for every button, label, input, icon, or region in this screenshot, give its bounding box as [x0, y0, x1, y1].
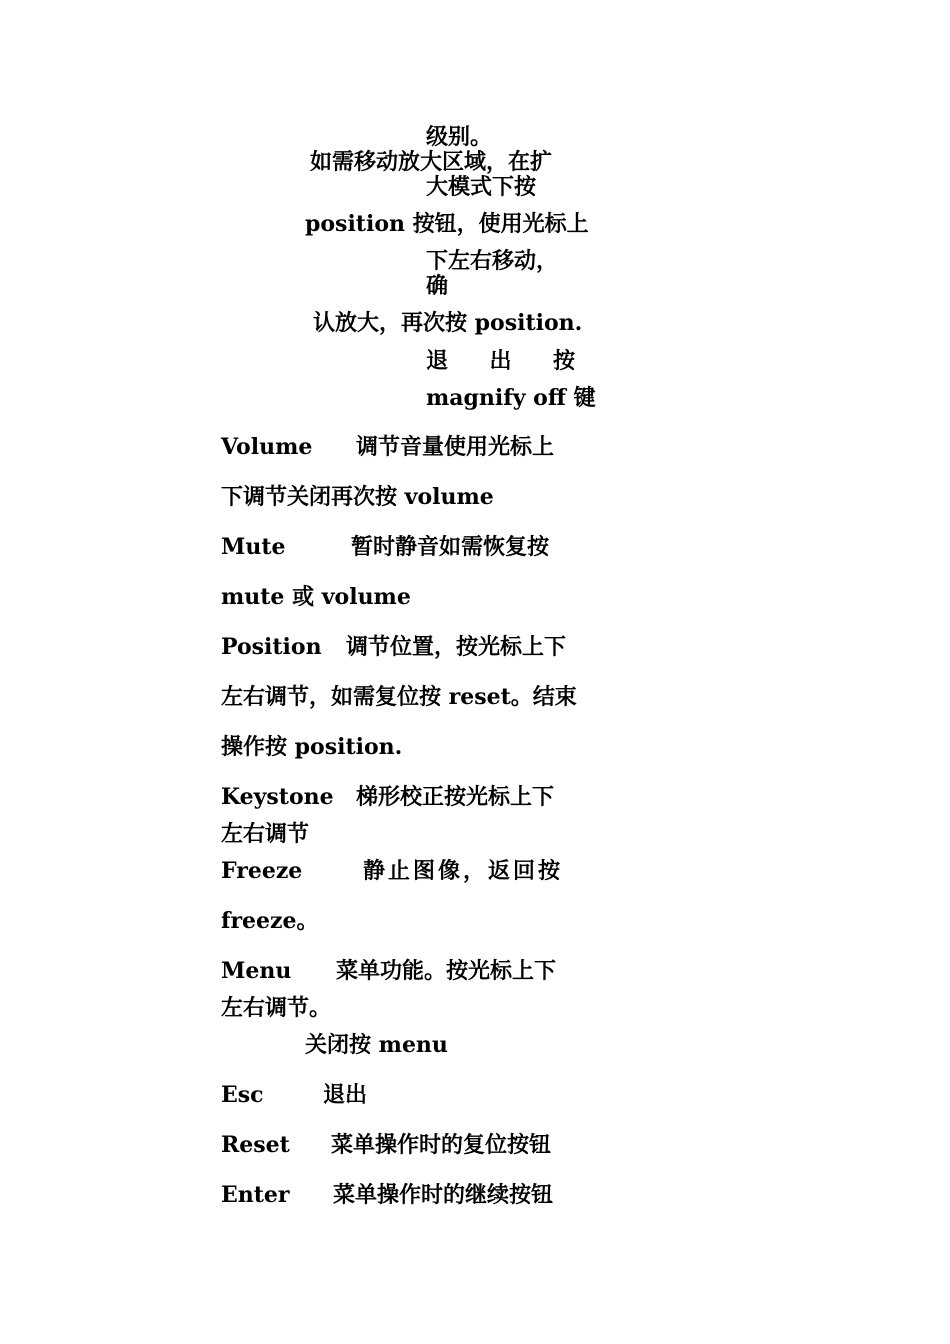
volume-description: 调节音量使用光标上: [356, 434, 555, 460]
menu-description-cont-1: 左右调节。: [221, 995, 332, 1021]
freeze-description-cont: freeze。: [221, 908, 319, 934]
menu-description: 菜单功能。按光标上下: [336, 958, 557, 984]
position-description: 调节位置，按光标上下: [346, 634, 567, 660]
magnify-exit-word-1: 退: [426, 348, 449, 374]
position-description-cont-1: 左右调节，如需复位按 reset。结束: [221, 684, 577, 710]
esc-description: 退出: [323, 1082, 368, 1108]
magnify-line-4: position 按钮，使用光标上: [305, 211, 589, 237]
mute-key-label: Mute: [221, 534, 286, 560]
magnify-line-9: magnify off 键: [426, 385, 596, 411]
volume-key-label: Volume: [221, 434, 313, 460]
magnify-line-3: 大模式下按: [426, 174, 537, 200]
magnify-line-8: [426, 348, 575, 374]
mute-description: 暂时静音如需恢复按: [351, 534, 550, 560]
keystone-description-cont: 左右调节: [221, 821, 310, 847]
position-description-cont-2: 操作按 position.: [221, 734, 403, 760]
magnify-line-7: 认放大，再次按 position.: [313, 310, 583, 336]
magnify-line-2: 如需移动放大区域，在扩: [310, 149, 553, 175]
volume-description-cont: 下调节关闭再次按 volume: [221, 484, 494, 510]
mute-description-cont: mute 或 volume: [221, 584, 411, 610]
menu-key-label: Menu: [221, 958, 292, 984]
magnify-line-5: 下左右移动，: [426, 248, 559, 274]
magnify-line-1: 级别。: [426, 124, 493, 150]
esc-key-label: Esc: [221, 1082, 264, 1108]
enter-description: 菜单操作时的继续按钮: [333, 1182, 554, 1208]
magnify-line-6: 确: [426, 273, 449, 299]
enter-key-label: Enter: [221, 1182, 290, 1208]
keystone-description: 梯形校正按光标上下: [356, 784, 555, 810]
magnify-exit-word-3: 按: [552, 348, 575, 374]
position-key-label: Position: [221, 634, 322, 660]
reset-description: 菜单操作时的复位按钮: [331, 1132, 552, 1158]
freeze-description: 静止图像，返回按: [363, 858, 564, 884]
reset-key-label: Reset: [221, 1132, 290, 1158]
keystone-key-label: Keystone: [221, 784, 334, 810]
freeze-key-label: Freeze: [221, 858, 303, 884]
magnify-exit-word-2: 出: [489, 348, 512, 374]
menu-description-cont-2: 关闭按 menu: [305, 1032, 448, 1058]
